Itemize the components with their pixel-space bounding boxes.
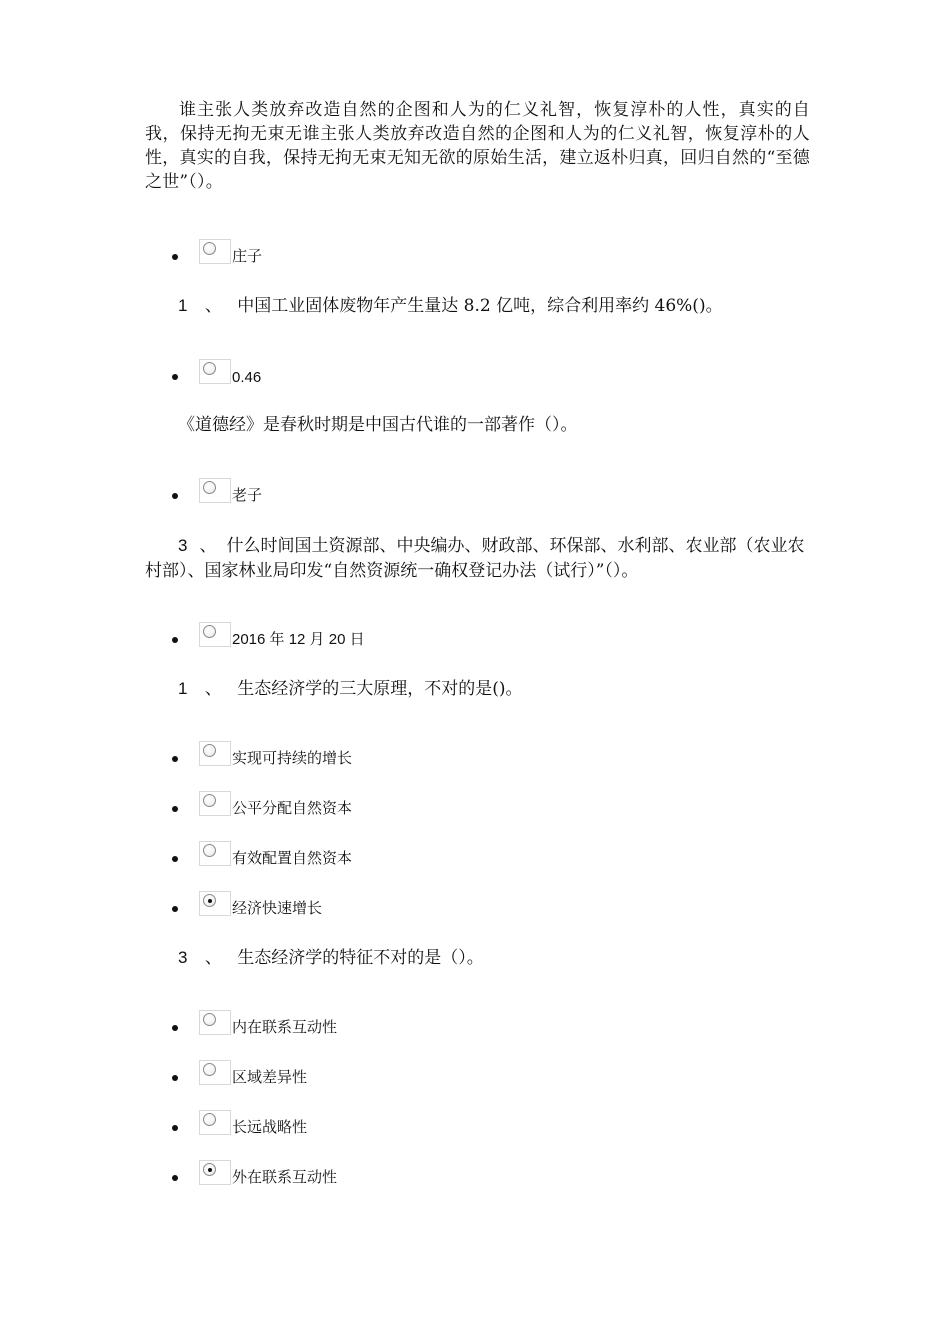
option-label: 0.46 (232, 369, 262, 386)
radio-button[interactable] (199, 791, 231, 816)
option-item[interactable] (172, 232, 262, 264)
bullet (172, 637, 178, 643)
option-label: 经济快速增长 (232, 899, 323, 917)
radio-button[interactable] (199, 239, 231, 264)
option-label: 长远战略性 (232, 1118, 308, 1136)
option-item-selected[interactable] (172, 884, 322, 916)
question-text: 什么时间国土资源部、中央编办、财政部、环保部、水利部、农业部（农业农村部）、国家林业局印发“自然资源统一确权登记办法（试行）”（）。 (145, 536, 805, 581)
question-text: 生态经济学的三大原理，不对的是()。 (237, 679, 523, 699)
radio-checked-icon (203, 1163, 216, 1176)
question-number: 1 (178, 679, 188, 698)
bullet (172, 906, 178, 912)
question-number: 3 (178, 536, 188, 555)
question-text: 生态经济学的特征不对的是（）。 (237, 948, 484, 968)
radio-button[interactable] (199, 1060, 231, 1085)
radio-icon (203, 242, 216, 255)
question-3 (145, 533, 815, 584)
bullet (172, 493, 178, 499)
bullet (172, 1175, 178, 1181)
question-separator: 、 (204, 296, 222, 316)
option-item[interactable] (172, 1053, 307, 1085)
option-item[interactable] (172, 615, 365, 647)
bullet (172, 1125, 178, 1131)
radio-icon (203, 1013, 216, 1026)
radio-button[interactable] (199, 841, 231, 866)
radio-icon (203, 1063, 216, 1076)
radio-icon (203, 625, 216, 638)
question-separator: 、 (204, 948, 222, 968)
option-item[interactable] (172, 352, 261, 384)
option-label: 庄子 (232, 247, 263, 265)
question-separator: 、 (199, 536, 217, 556)
radio-icon (203, 794, 216, 807)
radio-button[interactable] (199, 1110, 231, 1135)
radio-icon (203, 844, 216, 857)
radio-dot (208, 899, 212, 903)
option-label: 2016 年 12 月 20 日 (232, 631, 365, 648)
option-item[interactable] (172, 471, 262, 503)
option-label: 有效配置自然资本 (232, 849, 353, 867)
question-number: 1 (178, 296, 188, 315)
radio-dot (208, 1168, 212, 1172)
radio-button[interactable] (199, 622, 231, 647)
question-separator: 、 (204, 679, 222, 699)
option-label: 内在联系互动性 (232, 1018, 338, 1036)
radio-button[interactable] (199, 478, 231, 503)
question-4 (178, 677, 523, 701)
option-item[interactable] (172, 834, 352, 866)
question-1 (178, 294, 723, 318)
option-label: 实现可持续的增长 (232, 749, 353, 767)
question-5 (178, 946, 484, 970)
radio-icon (203, 362, 216, 375)
question-2 (178, 413, 578, 437)
radio-icon (203, 481, 216, 494)
bullet (172, 756, 178, 762)
question-text: 《道德经》是春秋时期是中国古代谁的一部著作（）。 (178, 415, 578, 435)
option-label: 老子 (232, 486, 263, 504)
bullet (172, 856, 178, 862)
radio-button[interactable] (199, 741, 231, 766)
intro-question: 谁主张人类放弃改造自然的企图和人为的仁义礼智，恢复淳朴的人性，真实的自我，保持无拘无束无谁主张人类放弃改造自然的企图和人为的仁义礼智，恢复淳朴的人性，真实的自我，保持无拘无束无知无欲的原始生活，建立返朴归真，回归自然的“至德之世”（）。 (145, 100, 810, 192)
radio-icon (203, 744, 216, 757)
option-label: 区域差异性 (232, 1068, 308, 1086)
radio-button[interactable] (199, 1010, 231, 1035)
bullet (172, 254, 178, 260)
bullet (172, 1075, 178, 1081)
bullet (172, 1025, 178, 1031)
radio-checked-icon (203, 894, 216, 907)
option-item[interactable] (172, 1103, 307, 1135)
radio-button-checked[interactable] (199, 1160, 231, 1185)
option-label: 外在联系互动性 (232, 1168, 338, 1186)
option-item[interactable] (172, 1003, 337, 1035)
radio-button-checked[interactable] (199, 891, 231, 916)
option-item-selected[interactable] (172, 1153, 337, 1185)
question-text: 中国工业固体废物年产生量达 8.2 亿吨，综合利用率约 46%()。 (237, 296, 723, 316)
question-number: 3 (178, 948, 188, 967)
radio-button[interactable] (199, 359, 231, 384)
radio-icon (203, 1113, 216, 1126)
option-item[interactable] (172, 784, 352, 816)
option-label: 公平分配自然资本 (232, 799, 353, 817)
bullet (172, 374, 178, 380)
option-item[interactable] (172, 734, 352, 766)
bullet (172, 806, 178, 812)
